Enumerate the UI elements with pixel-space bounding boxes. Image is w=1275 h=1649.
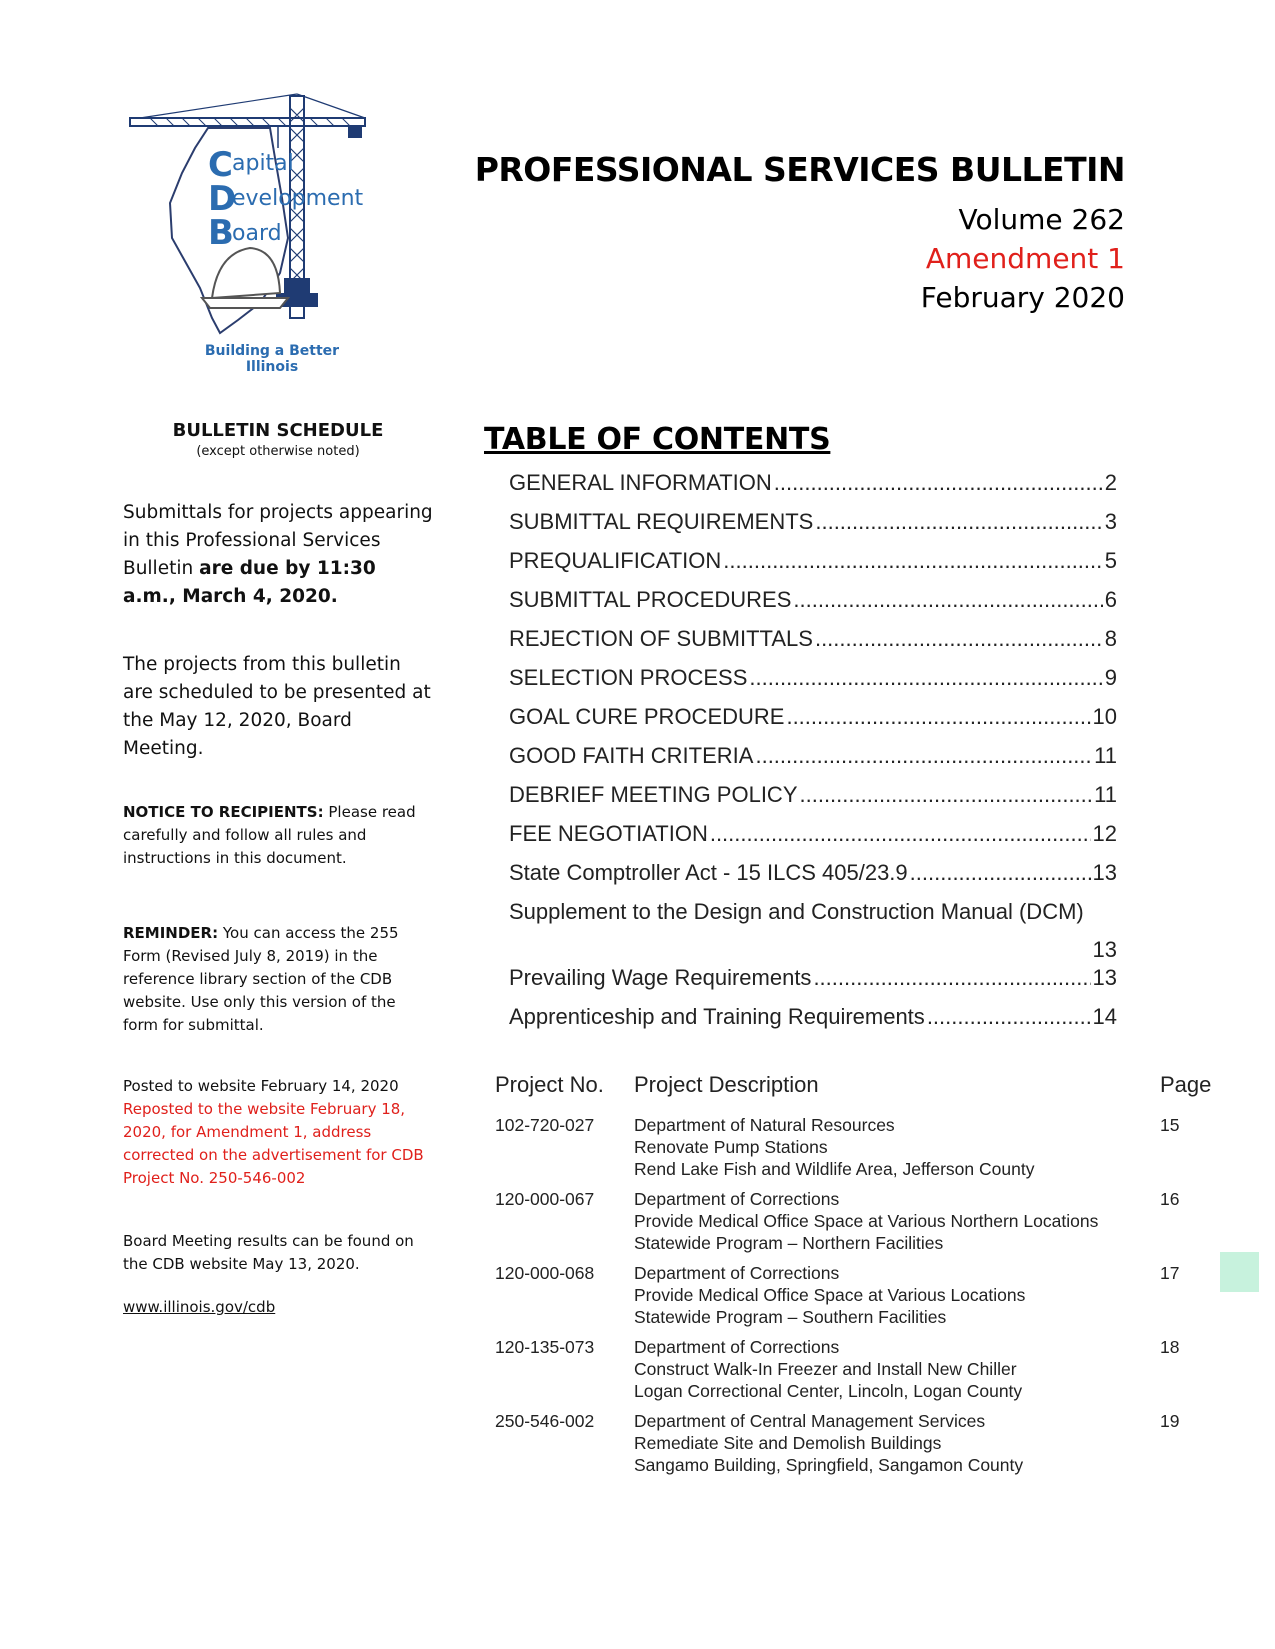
toc-page: 11: [1094, 782, 1117, 807]
reminder-text: You can access the 255 Form (Revised July 8, 2019) in the reference library section of the CDB website. Use only this version of the form for submittal.: [123, 924, 399, 1034]
results-paragraph: Board Meeting results can be found on the CDB website May 13, 2020.: [123, 1232, 414, 1273]
cdb-logo: [120, 88, 390, 375]
project-agency: Department of Corrections: [634, 1263, 840, 1283]
toc-page: 5: [1104, 548, 1117, 573]
toc-item[interactable]: [509, 821, 1117, 860]
amendment-label: Amendment 1: [925, 242, 1125, 275]
table-row[interactable]: [495, 1336, 1240, 1402]
table-row[interactable]: [495, 1188, 1240, 1254]
toc-item[interactable]: [509, 548, 1117, 587]
posted-paragraph: [123, 1075, 433, 1190]
submittal-text: Submittals for projects appearing in this Professional Services Bulletin: [123, 502, 433, 579]
toc-item[interactable]: [509, 899, 1117, 965]
toc-label: Apprenticeship and Training Requirements: [509, 1004, 925, 1029]
toc-item[interactable]: [509, 860, 1117, 899]
project-title: Provide Medical Office Space at Various Locations: [634, 1285, 1026, 1305]
header-project-no: Project No.: [495, 1072, 604, 1097]
toc-item[interactable]: [509, 587, 1117, 626]
toc-item[interactable]: [509, 626, 1117, 665]
toc-item[interactable]: [509, 665, 1117, 704]
project-title: Provide Medical Office Space at Various Northern Locations: [634, 1211, 1099, 1231]
toc-page: 11: [1094, 743, 1117, 768]
logo-word-oard: oard: [232, 221, 282, 246]
project-page: 18: [1160, 1337, 1180, 1357]
schedule-subtitle: (except otherwise noted): [196, 444, 360, 459]
toc-label: SELECTION PROCESS: [509, 665, 748, 690]
table-row[interactable]: [495, 1410, 1240, 1476]
toc-label: DEBRIEF MEETING POLICY: [509, 782, 798, 807]
logo-letter-c: C: [208, 145, 233, 185]
toc-page: 6: [1104, 587, 1117, 612]
reposted-text: Reposted to the website February 18, 2020, for Amendment 1, address corrected on the advertisement for CDB Project No. 250-546-002: [123, 1100, 424, 1187]
project-number: 120-000-067: [495, 1189, 595, 1209]
toc-label: SUBMITTAL REQUIREMENTS: [509, 509, 814, 534]
table-of-contents: [509, 470, 1117, 1043]
submittal-due: are due by 11:30 a.m., March 4, 2020.: [123, 558, 376, 607]
toc-label: GOOD FAITH CRITERIA: [509, 743, 754, 768]
table-row[interactable]: [495, 1262, 1240, 1328]
project-number: 250-546-002: [495, 1411, 595, 1431]
toc-page: 3: [1104, 509, 1117, 534]
project-page: 17: [1160, 1263, 1180, 1283]
bulletin-date: February 2020: [920, 281, 1125, 314]
project-title: Construct Walk-In Freezer and Install New Chiller: [634, 1359, 1017, 1379]
project-title: Remediate Site and Demolish Buildings: [634, 1433, 942, 1453]
toc-page: 14: [1092, 1004, 1117, 1029]
project-number: 102-720-027: [495, 1115, 595, 1135]
reminder-paragraph: [123, 922, 433, 1037]
project-page: 16: [1160, 1189, 1180, 1209]
project-number: 120-135-073: [495, 1337, 595, 1357]
schedule-title: BULLETIN SCHEDULE: [172, 420, 384, 441]
project-agency: Department of Natural Resources: [634, 1115, 895, 1135]
toc-item[interactable]: [509, 965, 1117, 1004]
toc-page: 9: [1104, 665, 1117, 690]
project-number: 120-000-068: [495, 1263, 595, 1283]
toc-label: FEE NEGOTIATION: [509, 821, 708, 846]
crane-illinois-icon: [120, 88, 390, 353]
toc-item[interactable]: [509, 704, 1117, 743]
toc-page: 10: [1092, 704, 1117, 729]
logo-word-apital: apital: [232, 151, 294, 176]
project-page: 15: [1160, 1115, 1180, 1135]
toc-label: REJECTION OF SUBMITTALS: [509, 626, 813, 651]
submittal-paragraph: [123, 499, 433, 611]
reminder-label: REMINDER:: [123, 924, 219, 942]
project-agency: Department of Central Management Services: [634, 1411, 986, 1431]
toc-item[interactable]: [509, 509, 1117, 548]
logo-word-evelopment: evelopment: [232, 186, 364, 211]
logo-letter-b: B: [208, 213, 234, 253]
toc-label: Supplement to the Design and Construction Manual (DCM): [509, 899, 1084, 924]
posted-text: Posted to website February 14, 2020: [123, 1077, 399, 1095]
toc-item[interactable]: [509, 782, 1117, 821]
project-page: 19: [1160, 1411, 1180, 1431]
project-location: Logan Correctional Center, Lincoln, Logan County: [634, 1381, 1023, 1401]
toc-label: GENERAL INFORMATION: [509, 470, 772, 495]
volume-label: Volume 262: [958, 203, 1125, 236]
table-header: [495, 1072, 1240, 1114]
toc-page: 13: [1092, 860, 1117, 885]
website-link[interactable]: www.illinois.gov/cdb: [123, 1298, 276, 1316]
project-agency: Department of Corrections: [634, 1337, 840, 1357]
toc-heading: TABLE OF CONTENTS: [484, 422, 831, 457]
toc-label: GOAL CURE PROCEDURE: [509, 704, 785, 729]
header-project-description: Project Description: [634, 1072, 819, 1097]
notice-label: NOTICE TO RECIPIENTS:: [123, 803, 324, 821]
header-page: Page: [1160, 1072, 1212, 1097]
logo-letter-d: D: [208, 179, 237, 219]
page-title: PROFESSIONAL SERVICES BULLETIN: [474, 150, 1125, 189]
project-location: Sangamo Building, Springfield, Sangamon County: [634, 1455, 1024, 1475]
bulletin-schedule-sidebar: [123, 420, 433, 1319]
notice-paragraph: [123, 801, 433, 870]
toc-item[interactable]: [509, 470, 1117, 509]
toc-page: 13: [1092, 965, 1117, 990]
table-row[interactable]: [495, 1114, 1240, 1180]
project-agency: Department of Corrections: [634, 1189, 840, 1209]
toc-page: 2: [1104, 470, 1117, 495]
toc-page: 13: [1092, 937, 1117, 962]
toc-label: State Comptroller Act - 15 ILCS 405/23.9: [509, 860, 908, 885]
toc-item[interactable]: [509, 743, 1117, 782]
presented-paragraph: The projects from this bulletin are scheduled to be presented at the May 12, 2020, Board Meeting.: [123, 654, 431, 759]
notice-text: Please read carefully and follow all rules and instructions in this document.: [123, 803, 416, 867]
project-title: Renovate Pump Stations: [634, 1137, 828, 1157]
project-location: Statewide Program – Southern Facilities: [634, 1307, 947, 1327]
toc-label: PREQUALIFICATION: [509, 548, 722, 573]
logo-tagline: Building a Better Illinois: [204, 343, 340, 375]
toc-page: 8: [1104, 626, 1117, 651]
toc-label: SUBMITTAL PROCEDURES: [509, 587, 792, 612]
toc-page: 12: [1092, 821, 1117, 846]
toc-label: Prevailing Wage Requirements: [509, 965, 812, 990]
project-location: Rend Lake Fish and Wildlife Area, Jefferson County: [634, 1159, 1035, 1179]
bulletin-header: [475, 150, 1125, 314]
toc-item[interactable]: [509, 1004, 1117, 1043]
project-location: Statewide Program – Northern Facilities: [634, 1233, 944, 1253]
highlight-marker: [1220, 1252, 1259, 1292]
projects-table: [495, 1072, 1240, 1484]
